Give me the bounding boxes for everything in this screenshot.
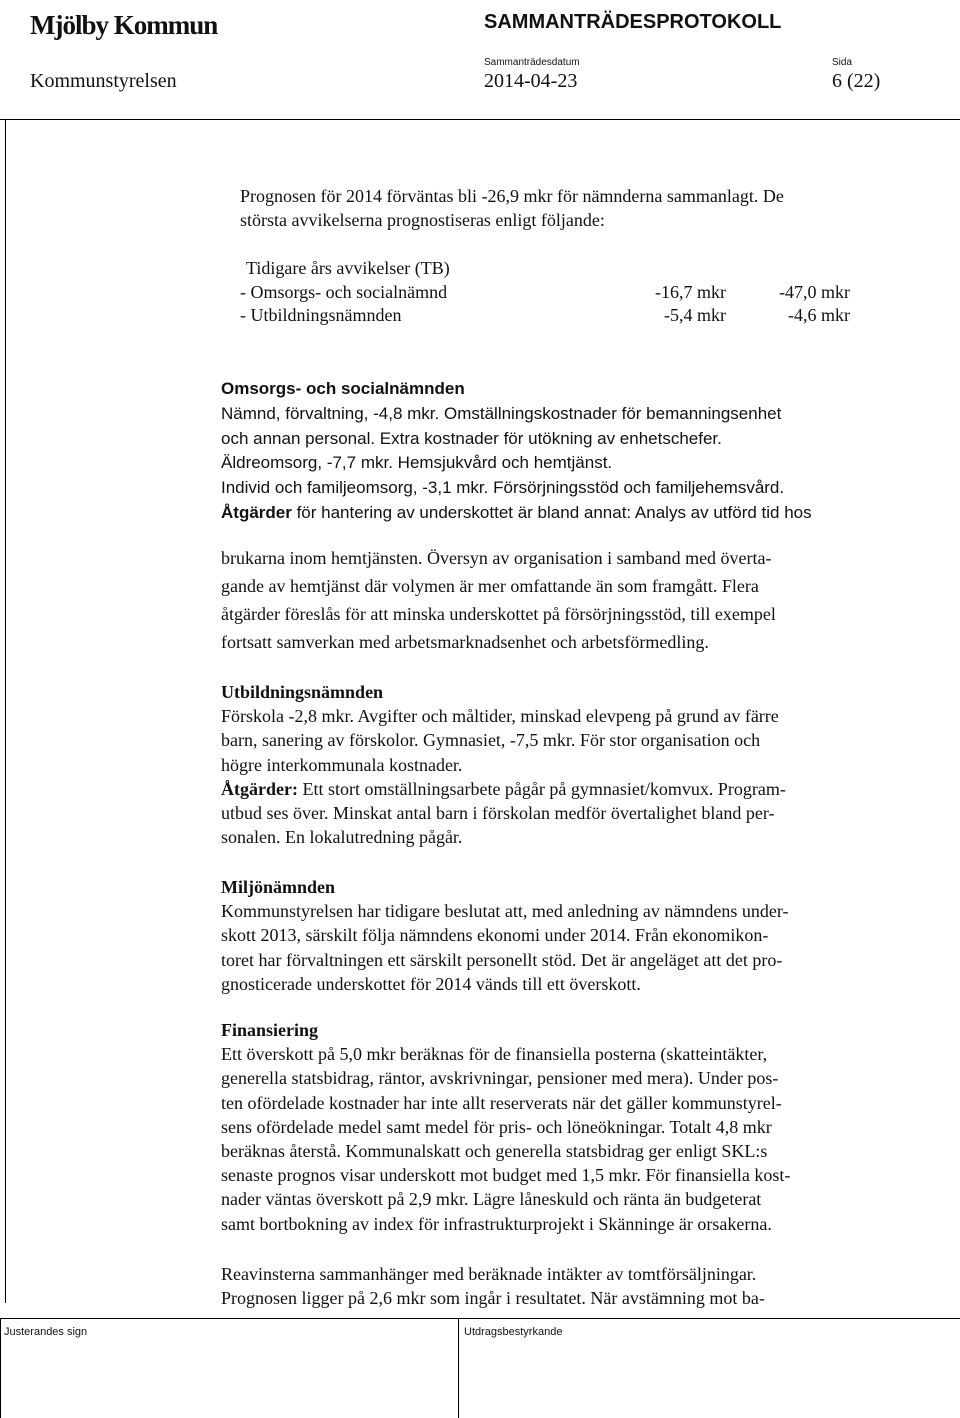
- atgarder-text: för hantering av underskottet är bland annat: Analys av utförd tid hos: [291, 502, 812, 522]
- extract-label: Utdragsbestyrkande: [464, 1326, 563, 1338]
- row-name: - Omsorgs- och socialnämnd: [240, 281, 448, 302]
- utbildning-section: [221, 680, 786, 849]
- row-value-1: -5,4 mkr: [664, 305, 726, 325]
- section-line: barn, sanering av förskolor. Gymnasiet, -7,5 mkr. För stor organisation och: [221, 730, 761, 751]
- section-line: Kommunstyrelsen har tidigare beslutat att, med anledning av nämndens under-: [221, 901, 789, 922]
- page-label: Sida: [832, 57, 853, 68]
- section-line: toret har förvaltningen ett särskilt personellt stöd. Det är angeläget att det pro-: [221, 949, 783, 970]
- atgarder-label: Åtgärder: [221, 502, 292, 522]
- section-line: sens ofördelade medel samt medel för pris- och löneökningar. Totalt 4,8 mkr: [221, 1116, 772, 1137]
- left-margin-rule: [5, 120, 6, 1303]
- section-line: Förskola -2,8 mkr. Avgifter och måltider, minskad elevpeng på grund av färre: [221, 706, 779, 727]
- committee-name: Kommunstyrelsen: [30, 70, 177, 92]
- section-line: Äldreomsorg, -7,7 mkr. Hemsjukvård och hemtjänst.: [221, 453, 613, 473]
- reavinst-paragraph: [221, 1262, 765, 1310]
- section-line: brukarna inom hemtjänsten. Översyn av organisation i samband med överta-: [221, 548, 772, 568]
- section-line: Nämnd, förvaltning, -4,8 mkr. Omställningskostnader för bemanningsenhet: [221, 403, 782, 423]
- omsorg-continuation: [221, 544, 776, 656]
- section-line: åtgärder föreslås för att minska underskottet på försörjningsstöd, till exempel: [221, 604, 776, 624]
- section-line: Prognosen ligger på 2,6 mkr som ingår i resultatet. När avstämning mot ba-: [221, 1288, 765, 1309]
- intro-line: största avvikelserna prognostiseras enligt följande:: [240, 210, 605, 231]
- intro-paragraph: [240, 184, 784, 232]
- atgarder-text: Ett stort omställningsarbete pågår på gymnasiet/komvux. Program-: [297, 778, 786, 799]
- section-line: gande av hemtjänst där volymen är mer omfattande än som framgått. Flera: [221, 576, 759, 596]
- section-heading: Omsorgs- och socialnämnden: [221, 379, 465, 398]
- section-line: Individ och familjeomsorg, -3,1 mkr. Försörjningsstöd och familjehemsvård.: [221, 478, 785, 498]
- section-line: samt bortbokning av index för infrastrukturprojekt i Skänninge är orsakerna.: [221, 1213, 772, 1234]
- section-line: senaste prognos visar underskott mot budget med 1,5 mkr. För finansiella kost-: [221, 1165, 791, 1186]
- footer-rule: [0, 1318, 960, 1319]
- section-line: fortsatt samverkan med arbetsmarknadsenhet och arbetsförmedling.: [221, 632, 709, 652]
- row-name: - Utbildningsnämnden: [240, 305, 402, 325]
- intro-line: Prognosen för 2014 förväntas bli -26,9 mkr för nämnderna sammanlagt. De: [240, 186, 784, 206]
- section-line: nader väntas överskott på 2,9 mkr. Lägre låneskuld och ränta än budgeterat: [221, 1189, 762, 1210]
- date-label: Sammanträdesdatum: [484, 57, 580, 68]
- page-number: 6 (22): [832, 70, 881, 92]
- sign-label: Justerandes sign: [4, 1326, 88, 1338]
- finansiering-section: [221, 1018, 790, 1236]
- meeting-date: 2014-04-23: [484, 70, 578, 92]
- miljo-section: [221, 875, 788, 996]
- atgarder-label: Åtgärder:: [221, 778, 298, 799]
- footer-divider: [458, 1318, 459, 1418]
- section-line: ten ofördelade kostnader har inte allt reserverats när det gäller kommunstyrel-: [221, 1092, 782, 1113]
- footer-box-edge: [0, 1318, 1, 1418]
- section-line: beräknas återstå. Kommunalskatt och generella statsbidrag ger enligt SKL:s: [221, 1141, 768, 1162]
- section-line: Reavinsterna sammanhänger med beräknade intäkter av tomtförsäljningar.: [221, 1264, 757, 1284]
- section-line: sonalen. En lokalutredning pågår.: [221, 827, 463, 848]
- section-line: gnosticerade underskottet för 2014 vänds till ett överskott.: [221, 973, 641, 994]
- row-value-2: -47,0 mkr: [779, 281, 850, 302]
- header-rule: [0, 119, 960, 120]
- organization-name: Mjölby Kommun: [30, 10, 218, 40]
- document-type: SAMMANTRÄDESPROTOKOLL: [484, 11, 782, 33]
- section-line: och annan personal. Extra kostnader för utökning av enhetschefer.: [221, 428, 722, 448]
- section-line: utbud ses över. Minskat antal barn i förskolan medför övertalighet bland per-: [221, 803, 775, 824]
- row-value-2: -4,6 mkr: [788, 305, 850, 325]
- omsorg-section: [221, 377, 812, 526]
- section-heading: Miljönämnden: [221, 877, 336, 897]
- table-caption: Tidigare års avvikelser (TB): [246, 258, 450, 278]
- row-value-1: -16,7 mkr: [655, 281, 726, 302]
- section-heading: Utbildningsnämnden: [221, 682, 384, 702]
- section-heading: Finansiering: [221, 1020, 319, 1040]
- section-line: Ett överskott på 5,0 mkr beräknas för de finansiella posterna (skatteintäkter,: [221, 1044, 768, 1065]
- section-line: skott 2013, särskilt följa nämndens ekonomi under 2014. Från ekonomikon-: [221, 925, 769, 946]
- section-line: generella statsbidrag, räntor, avskrivningar, pensioner med mera). Under pos-: [221, 1068, 779, 1089]
- section-line: högre interkommunala kostnader.: [221, 754, 463, 775]
